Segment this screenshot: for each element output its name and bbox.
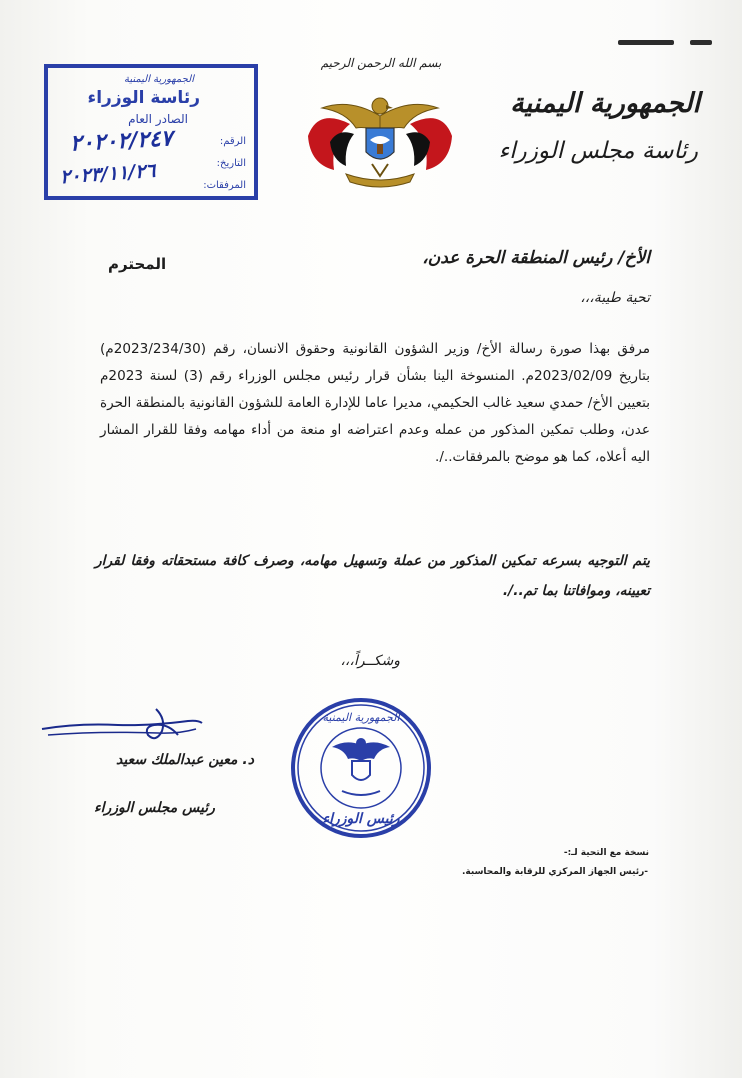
- yemen-emblem-icon: [300, 78, 460, 198]
- scan-mark: [690, 40, 712, 45]
- stamp-date-value: ٢٠٢٣/١١/٢٦: [59, 159, 157, 189]
- signer-title: رئيس مجلس الوزراء: [94, 800, 215, 816]
- republic-title: الجمهورية اليمنية: [510, 88, 700, 119]
- stamp-date-label: التاريخ:: [216, 158, 246, 169]
- signer-name: د. معين عبدالملك سعيد: [116, 752, 254, 768]
- signature-icon: [38, 705, 208, 755]
- seal-bottom-text: رئيس الوزراء: [322, 811, 400, 827]
- stamp-number-label: الرقم:: [219, 136, 246, 147]
- closing-thanks: وشكــراً،،،: [340, 653, 400, 669]
- presidency-title: رئاسة مجلس الوزراء: [498, 138, 698, 164]
- cc-label: نسخة مع التحية لـ:-: [563, 848, 649, 858]
- addressee: الأخ/ رئيس المنطقة الحرة عدن،: [422, 248, 650, 268]
- stamp-number-value: ٢٠٢٠٢/٢٤٧: [69, 125, 174, 157]
- stamp-republic: الجمهورية اليمنية: [123, 74, 194, 85]
- respected-label: المحترم: [108, 255, 167, 273]
- greeting: تحية طيبة،،،: [580, 290, 650, 306]
- official-round-seal: [288, 695, 434, 841]
- body-paragraph-1: مرفق بهذا صورة رسالة الأخ/ وزير الشؤون القانونية وحقوق الانسان، رقم (2023/234/30م) بتاريخ 2023/02/09م. المنسوخة الينا بشأن قرار رئيس مجلس الوزراء رقم (3) لسنة 2023م بتعيين الأخ/ حمدي سعيد غالب الحكيمي، مديرا عاما للإدارة العامة للشؤون القانونية بالمنطقة الحرة عدن، وطلب تمكين المذكور من عمله وعدم اعتراضه او منعة من أداء مهامه وفقا للقرار المشار اليه أعلاه، كما هو موضح بالمرفقات../.: [100, 341, 650, 465]
- body-paragraph-2: يتم التوجيه بسرعه تمكين المذكور من عملة وتسهيل مهامه، وصرف كافة مستحقاته وفقا لقرار تعيينه، وموافاتنا بما تم../.: [95, 553, 650, 599]
- basmala: بسم الله الرحمن الرحيم: [320, 56, 442, 70]
- registration-stamp: [44, 64, 258, 200]
- scan-mark: [618, 40, 674, 45]
- stamp-attachments-label: المرفقات:: [203, 180, 246, 191]
- cc-item: -رئيس الجهاز المركزي للرقابة والمحاسبة.: [462, 867, 648, 877]
- stamp-presidency: رئاسة الوزراء: [87, 88, 200, 108]
- stamp-outgoing: الصادر العام: [128, 112, 188, 126]
- seal-top-text: الجمهورية اليمنية: [322, 711, 400, 724]
